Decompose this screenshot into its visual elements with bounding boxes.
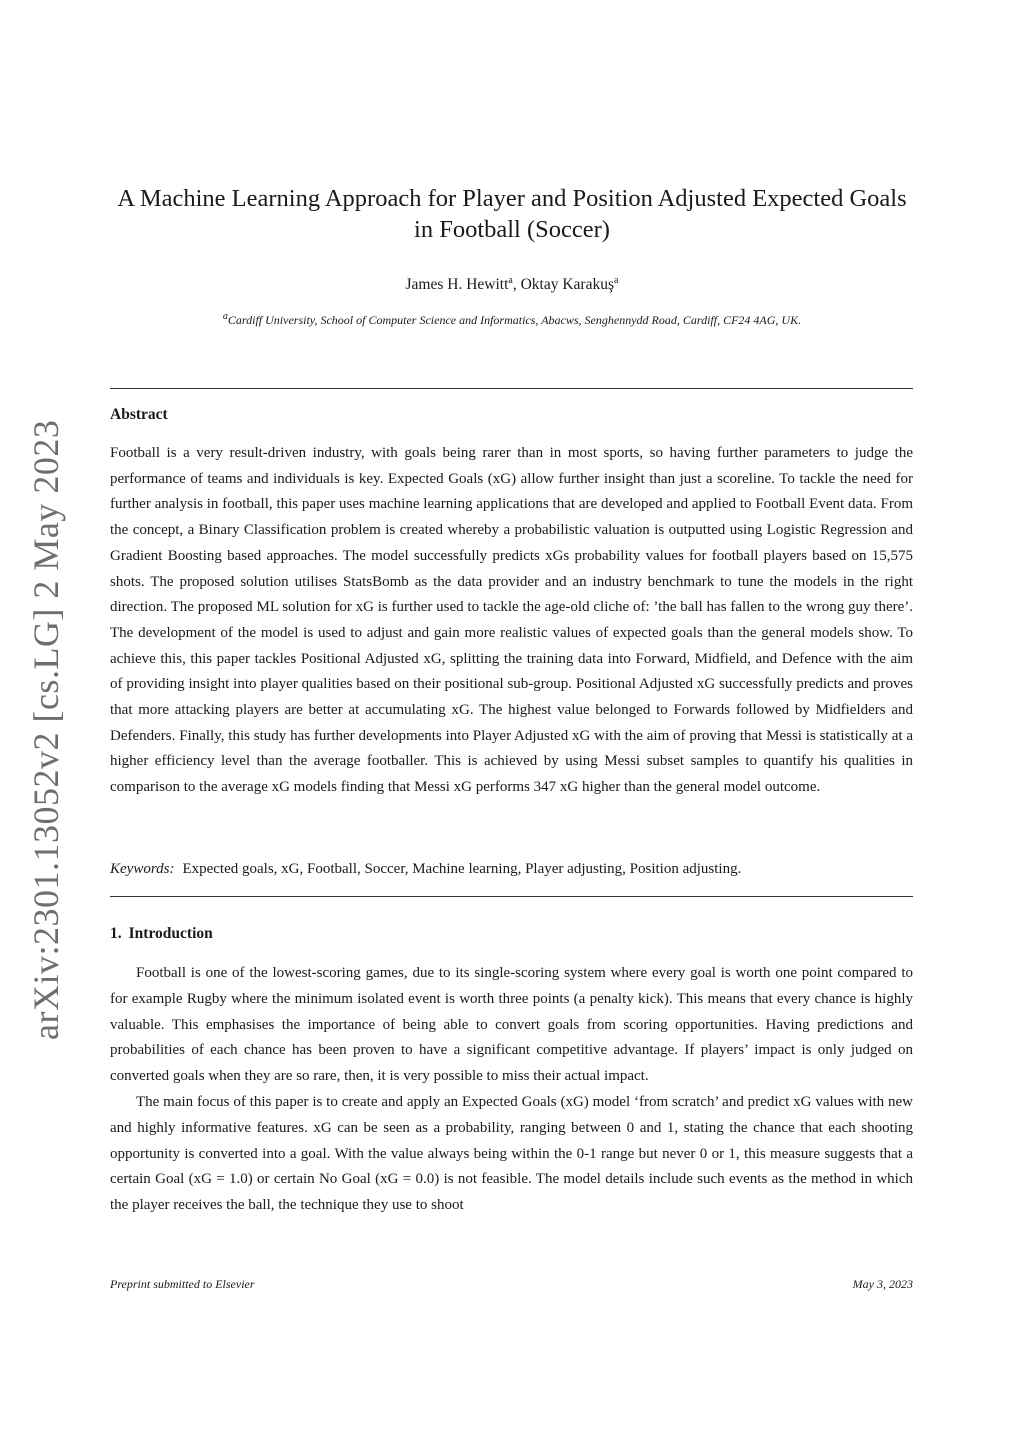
paragraph: The main focus of this paper is to create and apply an Expected Goals (xG) model ‘from scratch’ and predict xG values with new and highly informative features. xG can be seen as a probability, ranging between 0 and 1, stating the chance that each shooting opportunity is converted into a goal. With the value always being within the 0-1 range but never 0 or 1, this measure suggests that a certain Goal (xG = 1.0) or certain No Goal (xG = 0.0) is not feasible. The model details include such events as the method in which the player receives the ball, the technique they use to shoot	[110, 1093, 913, 1214]
section-number: 1.	[110, 925, 122, 942]
paper-title: A Machine Learning Approach for Player and Position Adjusted Expected Goals in Football (Soccer)	[117, 185, 907, 243]
keywords-text: Expected goals, xG, Football, Soccer, Machine learning, Player adjusting, Position adjusting.	[182, 861, 742, 877]
paragraph: Football is one of the lowest-scoring games, due to its single-scoring system where every goal is worth one point compared to for example Rugby where the minimum isolated event is worth three points (a penalty kick). This means that every chance is highly valuable. This emphasises the importance of being able to convert goals from scoring opportunities. Having predictions and probabilities of each chance has been proven to have a significant competitive advantage. If players’ impact is only judged on converted goals when they are so rare, then, it is very possible to miss their actual impact.	[110, 965, 913, 1085]
affiliation	[110, 311, 914, 329]
author-separator: ,	[512, 276, 521, 293]
author-affiliation-mark: a	[614, 274, 619, 286]
section-heading-introduction	[110, 924, 213, 944]
affiliation-text: Cardiff University, School of Computer Science and Informatics, Abacws, Senghennydd Road, Cardiff, CF24 4AG, UK.	[227, 313, 802, 327]
section-title: Introduction	[128, 925, 213, 942]
keywords	[110, 858, 913, 880]
author-affiliation-mark: a	[508, 274, 513, 286]
author-name: Oktay Karakuş	[520, 276, 615, 293]
author-list	[110, 275, 914, 295]
arxiv-identifier-stamp: arXiv:2301.13052v2 [cs.LG] 2 May 2023	[26, 419, 66, 1040]
introduction-body	[110, 961, 913, 1219]
author-name: James H. Hewitt	[405, 276, 509, 293]
footer-preprint-note: Preprint submitted to Elsevier	[110, 1277, 255, 1291]
keywords-label: Keywords:	[110, 861, 175, 877]
abstract-bottom-rule	[110, 896, 913, 897]
abstract-heading: Abstract	[110, 406, 168, 423]
affiliation-mark: a	[222, 311, 228, 322]
abstract-text: Football is a very result-driven industry, with goals being rarer than in most sports, so having further parameters to judge the performance of teams and individuals is key. Expected Goals (xG) allow further insight than just a scoreline. To tackle the need for further analysis in football, this paper uses machine learning applications that are developed and applied to Football Event data. From the concept, a Binary Classification problem is created whereby a probabilistic valuation is outputted using Logistic Regression and Gradient Boosting based approaches. The model successfully predicts xGs probability values for football players based on 15,575 shots. The proposed solution utilises StatsBomb as the data provider and an industry benchmark to tune the models in the right direction. The proposed ML solution for xG is further used to tackle the age-old cliche of: ’the ball has fallen to the wrong guy there’. The development of the model is used to adjust and gain more realistic values of expected goals than the general models show. To achieve this, this paper tackles Positional Adjusted xG, splitting the training data into Forward, Midfield, and Defence with the aim of providing insight into player qualities based on their positional sub-group. Positional Adjusted xG successfully predicts and proves that more attacking players are better at accumulating xG. The highest value belonged to Forwards followed by Midfielders and Defenders. Finally, this study has further developments into Player Adjusted xG with the aim of proving that Messi is statistically at a higher efficiency level than the average footballer. This is achieved by using Messi subset samples to quantify his qualities in comparison to the average xG models finding that Messi xG performs 347 xG higher than the general model outcome.	[110, 445, 913, 796]
abstract-top-rule	[110, 388, 913, 389]
footer-date: May 3, 2023	[852, 1277, 913, 1291]
